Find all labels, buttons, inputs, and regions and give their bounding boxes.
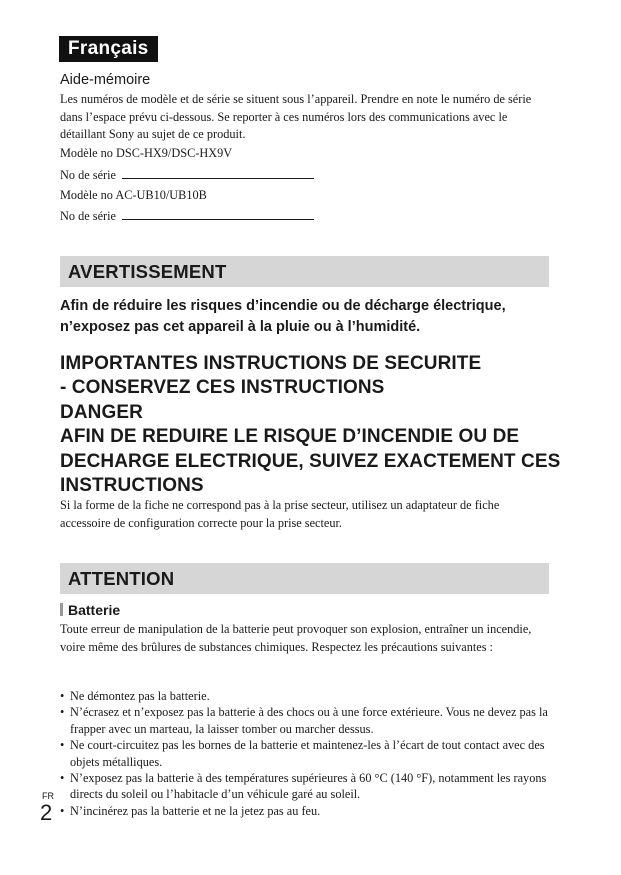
avertissement-heading: AVERTISSEMENT (60, 256, 549, 287)
safety-instructions-heading (60, 352, 580, 498)
serial-field-camera (60, 167, 314, 183)
language-tab: Français (59, 36, 158, 62)
battery-intro: Toute erreur de manipulation de la batterie peut provoquer son explosion, entraîner un incendie, voire même des brûlures de substances chimiques. Respectez les précautions suivantes : (60, 622, 532, 654)
attention-heading: ATTENTION (60, 563, 549, 594)
page-language-code: FR (42, 791, 54, 801)
battery-subheading-label: Batterie (68, 602, 121, 618)
memo-text: Les numéros de modèle et de série se situent sous l’appareil. Prendre en note le numéro de série dans l’espace prévu ci-dessous. Se reporter à ces numéros lors des communications avec le détaillant Sony au sujet de ce produit. (60, 92, 532, 142)
instruction-line: DECHARGE ELECTRIQUE, SUIVEZ EXACTEMENT CES (60, 450, 561, 472)
model-number-camera: Modèle no DSC-HX9/DSC-HX9V (60, 146, 233, 160)
serial-label: No de série (60, 209, 116, 223)
instruction-line: INSTRUCTIONS (60, 475, 204, 497)
serial-blank-line (122, 208, 314, 220)
serial-blank-line (122, 167, 314, 179)
subheading-marker (60, 603, 63, 616)
instruction-line: IMPORTANTES INSTRUCTIONS DE SECURITE (60, 353, 482, 374)
model-number-adaptor: Modèle no AC-UB10/UB10B (60, 188, 207, 202)
memo-title: Aide-mémoire (60, 72, 151, 88)
list-item: • N’écrasez et n’exposez pas la batterie à des chocs ou à une force extérieure. Vous ne devez pas la frapper avec un marteau, la laisser tomber ou marcher dessus. (60, 704, 550, 737)
instruction-line: AFIN DE REDUIRE LE RISQUE D’INCENDIE OU DE (60, 426, 520, 448)
battery-subheading (60, 602, 120, 618)
warning-text (60, 296, 560, 338)
list-item: • N’exposez pas la batterie à des températures supérieures à 60 °C (140 °F), notamment les rayons directs du soleil ou l’habitacle d’un véhicule garé au soleil. (60, 770, 550, 803)
serial-field-adaptor (60, 208, 314, 224)
plug-note: Si la forme de la fiche ne correspond pas à la prise secteur, utilisez un adaptateur de fiche accessoire de configuration correcte pour la prise secteur. (60, 498, 500, 530)
list-item: • Ne court-circuitez pas les bornes de la batterie et maintenez-les à l’écart de tout contact avec des objets métalliques. (60, 737, 550, 770)
battery-precautions-list (60, 688, 550, 819)
instruction-line: - CONSERVEZ CES INSTRUCTIONS (60, 377, 385, 399)
instruction-line: DANGER (60, 401, 143, 423)
serial-label: No de série (60, 168, 116, 182)
list-item: • Ne démontez pas la batterie. (60, 688, 550, 704)
warning-line: Afin de réduire les risques d’incendie ou de décharge électrique, (60, 298, 506, 314)
list-item: • N’incinérez pas la batterie et ne la jetez pas au feu. (60, 803, 550, 819)
page-number: 2 (40, 800, 53, 825)
warning-line: n’exposez pas cet appareil à la pluie ou à l’humidité. (60, 319, 421, 335)
